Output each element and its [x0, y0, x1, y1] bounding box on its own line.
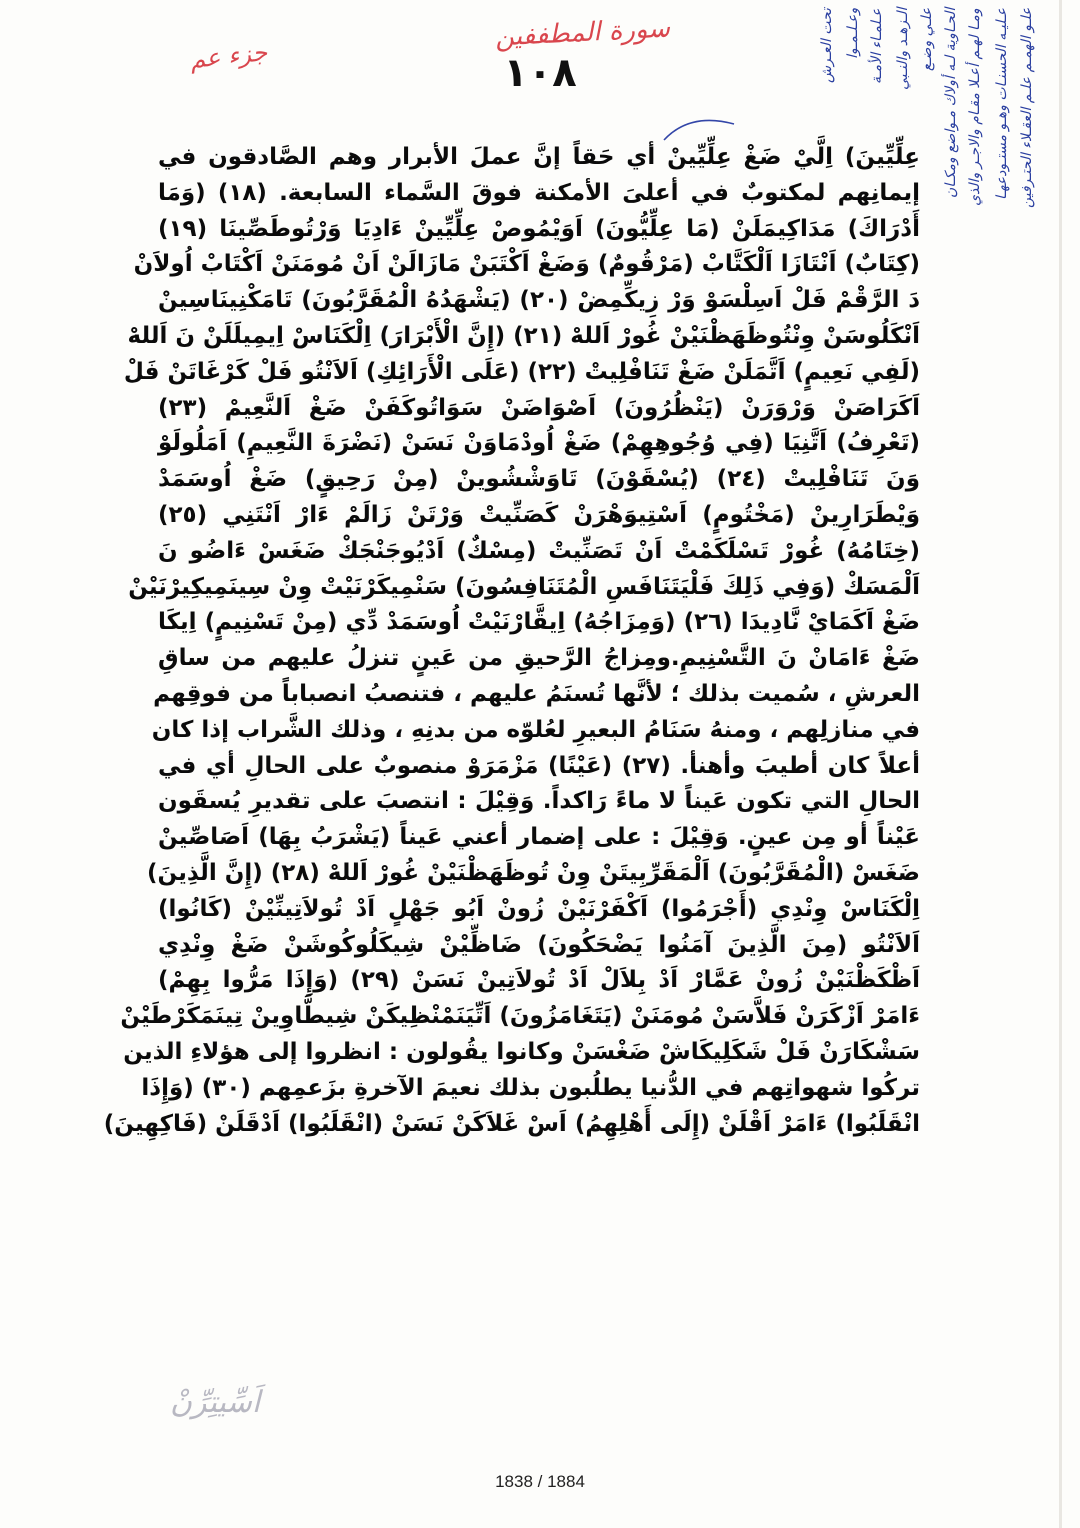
margin-note-line: عـليـه الحسنـات وهـو مستـودعهـا: [994, 8, 1010, 201]
text-line: (تَعْرِفُ) اَتَّنِيَا (فِي وُجُوهِهِمْ) ضَغْ اُودْمَاوَنْ نَسَنْ (نَضْرَةَ النَّعِيمِ) اَمَلُولَوْ: [158, 430, 920, 457]
margin-note-line: الحـاوية لـه أولاك مـواضع ومكـان: [943, 8, 959, 199]
text-line: (لَفِي نَعِيمٍ) اَتَّمَلَنْ ضَغْ تَنَافْلِيتْ (٢٢) (عَلَى الْأَرَائِكِ) اَلاَنْتُو فَلْ كَرْغَاتَنْ فَلْ: [123, 358, 920, 385]
page-edge: [1059, 0, 1062, 1528]
page-number: ١٠٨: [503, 50, 577, 96]
margin-note-line: الـزهـد والنـبي: [895, 8, 911, 91]
text-line: انْقَلَبُوا) ءَامَرْ اَقْلَنْ (إِلَى أَهْلِهِمُ) اَسْ غَلاَكَنْ نَسَنْ (انْقَلَبُوا) اَدْقَلَنْ (فَاكِهِينَ): [103, 1110, 920, 1137]
text-line: اِلْكَنَاسْ وِنْدِي (أَجْرَمُوا) اَكْفَرْنَيْنْ زُونْ اَبُو جَهْلٍ اَدْ تُولاَتِينِّيْنْ (كَانُوا): [158, 895, 920, 922]
text-line: اَظْكَظْنَيْنْ زُونْ عَمَّارْ اَدْ بِلاَلْ اَدْ تُولاَتِينْ نَسَنْ (٢٩) (وَإِذَا مَرُّوا بِهِمْ): [158, 967, 920, 994]
signature-handwritten: اَسِّيتِرِّنْ: [170, 1385, 261, 1420]
text-line: (خِتَامُهُ) غُورْ تَسْلَكَمْتْ اَنْ تَصَنِّيتْ (مِسْكٌ) اَدْيُوجَنْجَكْ ضَغَسْ ءَاضُو نَ: [158, 537, 920, 564]
margin-note-line: وعـلـمـوا: [845, 8, 861, 60]
text-line: (كِتَابٌ) اَنْتَازَا اَلْكَتَّابْ (مَرْقُومٌ) وَضَغْ اَكْتَبَنْ مَازَالَنْ اَنْ مُومَنَنْ اَكْتَابْ اُولاَنْ: [133, 251, 920, 278]
text-line: تركُوا شهواتِهم في الدُّنيا يطلُبون بذلك نعيمَ الآخرةِ بزَعمِهم (٣٠) (وَإِذَا: [141, 1074, 920, 1101]
text-line: سَشْكَارَنْ فَلْ شَكَلِيكَاشْ ضَغْسَنْ وكانوا يقُولون : انظروا إلى هؤلاءِ الذين: [123, 1038, 920, 1065]
text-line: في منازلِهم ، ومنهُ سَنَامُ البعيرِ لعُلوّه من بدنِهِ ، وذلك الشَّراب إذا كان: [151, 716, 920, 743]
text-line: عِلِّيِّينَ) اِلَّيْ ضَغْ عِلِّيِّينْ أي حَقاً إنَّ عملَ الأبرار وهم الصَّادقون في: [158, 144, 920, 170]
text-line: ضَغْ اَكَمَايْ نَّادِيدَا (٢٦) (وَمِزَاجُهُ) اِيقَّارْنَيْتْ اُوسَمَدْ دِّي (مِنْ تَسْنِيمٍ) اِيكَا: [158, 609, 920, 636]
text-line: اَلاَنْتُو (مِنَ الَّذِينَ آمَنُوا يَضْحَكُونَ) ضَاظِّيْنْ شِيكَلُوكُوشَنْ ضَغْ وِنْدِي: [158, 931, 920, 958]
margin-note-line: علـي وضـع: [919, 8, 935, 72]
margin-note-line: ومـا لهـم أعـلا مقـام والاجـر والذي: [967, 8, 983, 206]
text-line: الحالِ التي تكون عَيناً لا ماءً رَاكداً. وَقِيْلَ : انتصبَ على تقديرِ يُسقَون: [158, 788, 920, 815]
text-line: عَيْناً أو مِن عينٍ. وَقِيْلَ : على إضمار أعني عَيناً (يَشْرَبُ بِهَا) اَصَاصِّينْ: [158, 824, 920, 851]
text-line: اَنْكَلُوسَنْ وِنْتُوظَهَظْنَيْنْ غُورْ اَللهْ (٢١) (إِنَّ الْأَبْرَارَ) اِلْكَنَاسْ اِيمِيلَلَنْ نَ اَللهْ: [127, 322, 920, 349]
margin-note-line: تحت العـرش: [819, 8, 835, 83]
page-pagination: 1838 / 1884: [495, 1472, 585, 1491]
text-line: ءَامَرْ اَزْكَرَنْ فَلاَّسَنْ مُومَنَنْ (يَتَغَامَزُونَ) اَتِّيَنَمْنْظِيكَنْ شِيطَّاوِينْ تِينَمَكَرْطَيْنْ: [120, 1003, 920, 1030]
text-line: دَ الرَّقْمْ فَلْ اَسِلْسَوْ وَرْ زِيكِّمِضْ (٢٠) (يَشْهَدُهُ الْمُقَرَّبُونَ) تَامَكْنِينَاسِينْ: [158, 287, 920, 314]
text-line: وَيْطَرَارِينْ (مَخْتُومٍ) اَسْتِيوَهْرَنْ كَصَنِّيتْ وَرْتَنْ زَالَمْ ءَارْ اَنْتَنِي (٢٥): [158, 501, 920, 528]
text-line: ضَغْ ءَامَانْ نَ التَّسْنِيمِ.ومِزاجُ الرَّحيقِ من عَينٍ تنزلُ عليهم من ساقِ: [158, 645, 920, 672]
juz-handwritten-note: جزء عم: [188, 38, 269, 74]
text-line: أَدْرَاكَ) مَدَاكِيمَلَنْ (مَا عِلِّيُّونَ) اَوَيْمُوصْ عِلِّيِّينْ ءَادِيَا وَرْتُوطَصِّينَا (١٩): [158, 215, 920, 242]
text-line: ضَغَسْ (الْمُقَرَّبُونَ) اَلْمَقَرِّبِيتَنْ وِنْ تُوظَهَظْنَيْنْ غُورْ اَللهْ (٢٨) (إِنَّ الَّذِينَ): [147, 859, 920, 886]
commentary-text: [103, 140, 921, 1142]
margin-note-line: علـو الهمـم علـم العقـلاء الحتـرفين: [1019, 8, 1035, 209]
text-line: أعلاً كان أطيبَ وأهنأ. (٢٧) (عَيْنًا) مَزْمَرَوْ منصوبٌ على الحالِ أي في: [158, 752, 921, 779]
text-line: العرشِ ، سُميت بذلك ؛ لأنَّها تُسنَمُ عليهم ، فتنصبُ انصباباً من فوقِهم: [153, 680, 920, 707]
text-line: اَكَرَاصَنْ وَرْوَرَنْ (يَنْظُرُونَ) اَصْوَاضَنْ سَوَاتُوكَفَنْ ضَغْ اَلنَّعِيمْ (٢٣): [158, 394, 920, 421]
margin-note-line: عـلمـاء الأمـة: [869, 8, 885, 84]
text-line: اَلْمَسَكْ (وَفِي ذَلِكَ فَلْيَتَنَافَسِ الْمُتَنَافِسُونَ) سَنْمِيكَرْنَيْتْ وِنْ سِينَمِيكِيرْنَيْنْ: [128, 573, 920, 600]
sura-handwritten-note: سورة المطففين: [494, 13, 671, 53]
text-line: إيمانِهم لمكتوبٌ في أعلىَ الأمكنة فوقَ السَّماء السابعة. (١٨) (وَمَا: [158, 179, 920, 206]
text-line: وَنَ تَنَافْلِيتْ (٢٤) (يُسْقَوْنَ) تَاوَشْشُوينْ (مِنْ رَحِيقٍ) ضَغْ اُوسَمَدْ: [158, 466, 920, 493]
